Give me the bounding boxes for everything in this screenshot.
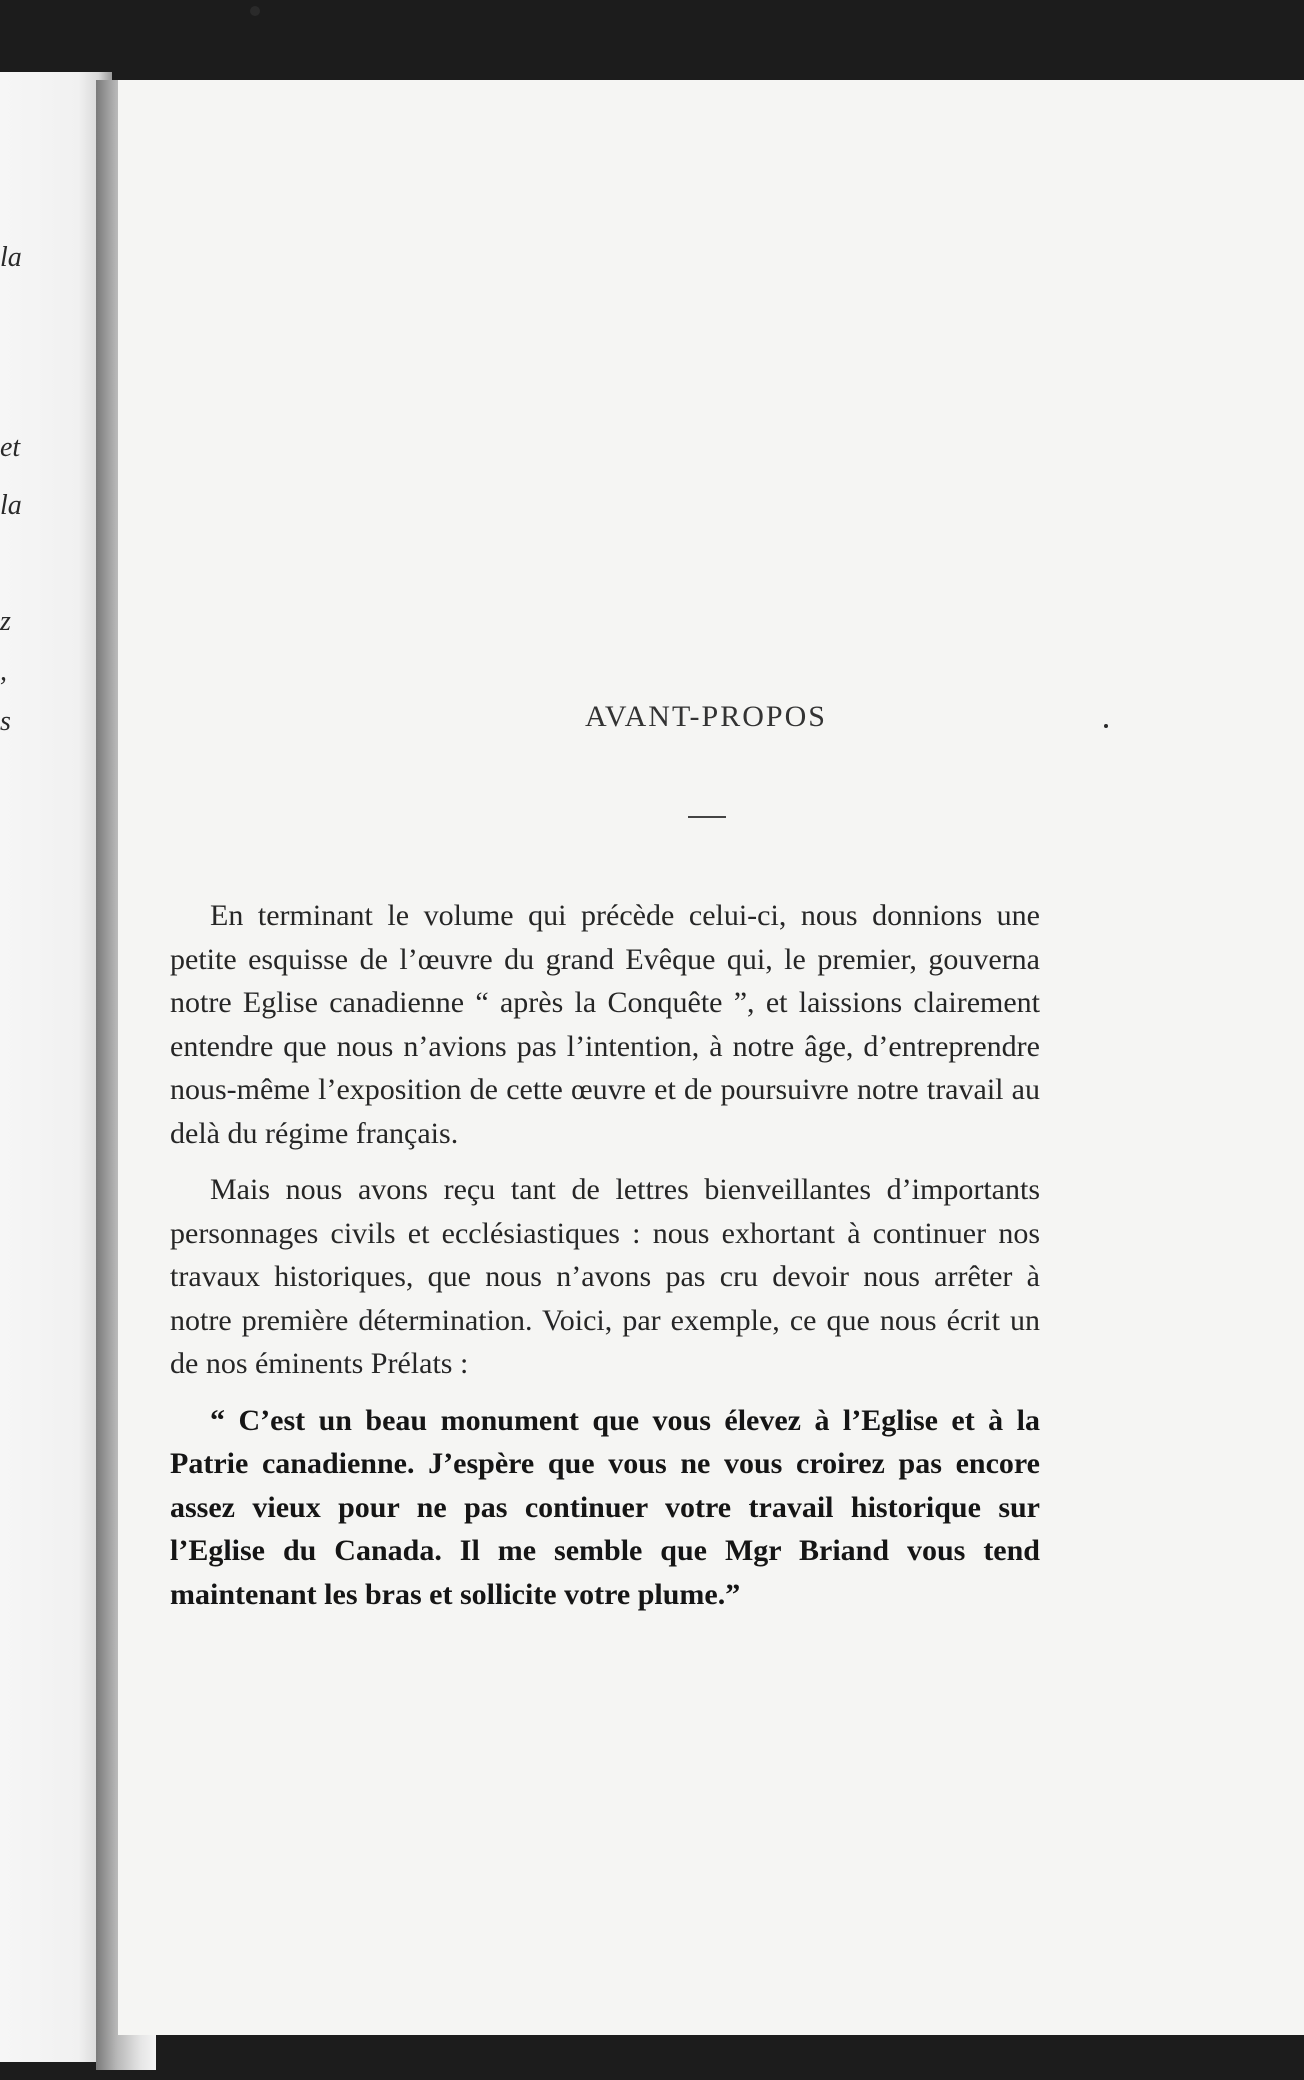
- facing-page-fragment: et: [0, 432, 21, 463]
- facing-page-fragment: ,: [0, 656, 7, 687]
- quoted-paragraph: “ C’est un beau monument que vous élevez à l’Eglise et à la Patrie canadienne. J’espère que vous ne vous croirez pas encore assez vieux pour ne pas continuer votre travail historique sur l’Eglise du Canada. Il me semble que Mgr Briand vous tend maintenant les bras et sollicite votre plume.”: [170, 1403, 1040, 1611]
- facing-page-fragment: z: [0, 606, 11, 637]
- facing-page-fragment: la: [0, 242, 22, 273]
- scan-speck: [250, 6, 260, 16]
- facing-page-fragment: la: [0, 490, 22, 521]
- scanned-page: [118, 80, 1304, 2035]
- scan-speck: [1104, 724, 1108, 728]
- paragraph: En terminant le volume qui précède celui-ci, nous donnions une petite esquisse de l’œuvre du grand Evêque qui, le premier, gouverna notre Eglise canadienne “ après la Conquête ”, et laissions clairement entendre que nous n’avions pas l’intention, à notre âge, d’entreprendre nous-même l’exposition de cette œuvre et de poursuivre notre travail au delà du régime français.: [170, 899, 1040, 1150]
- body-text: [170, 894, 1040, 1629]
- page-title: AVANT-PROPOS: [585, 700, 827, 733]
- facing-page-fragment: s: [0, 706, 11, 737]
- title-divider: [688, 816, 726, 818]
- paragraph: Mais nous avons reçu tant de lettres bienveillantes d’importants personnages civils et ecclésiastiques : nous exhortant à continuer nos travaux historiques, que nous n’avons pas cru devoir nous arrêter à notre première détermination. Voici, par exemple, ce que nous écrit un de nos éminents Prélats :: [170, 1173, 1040, 1380]
